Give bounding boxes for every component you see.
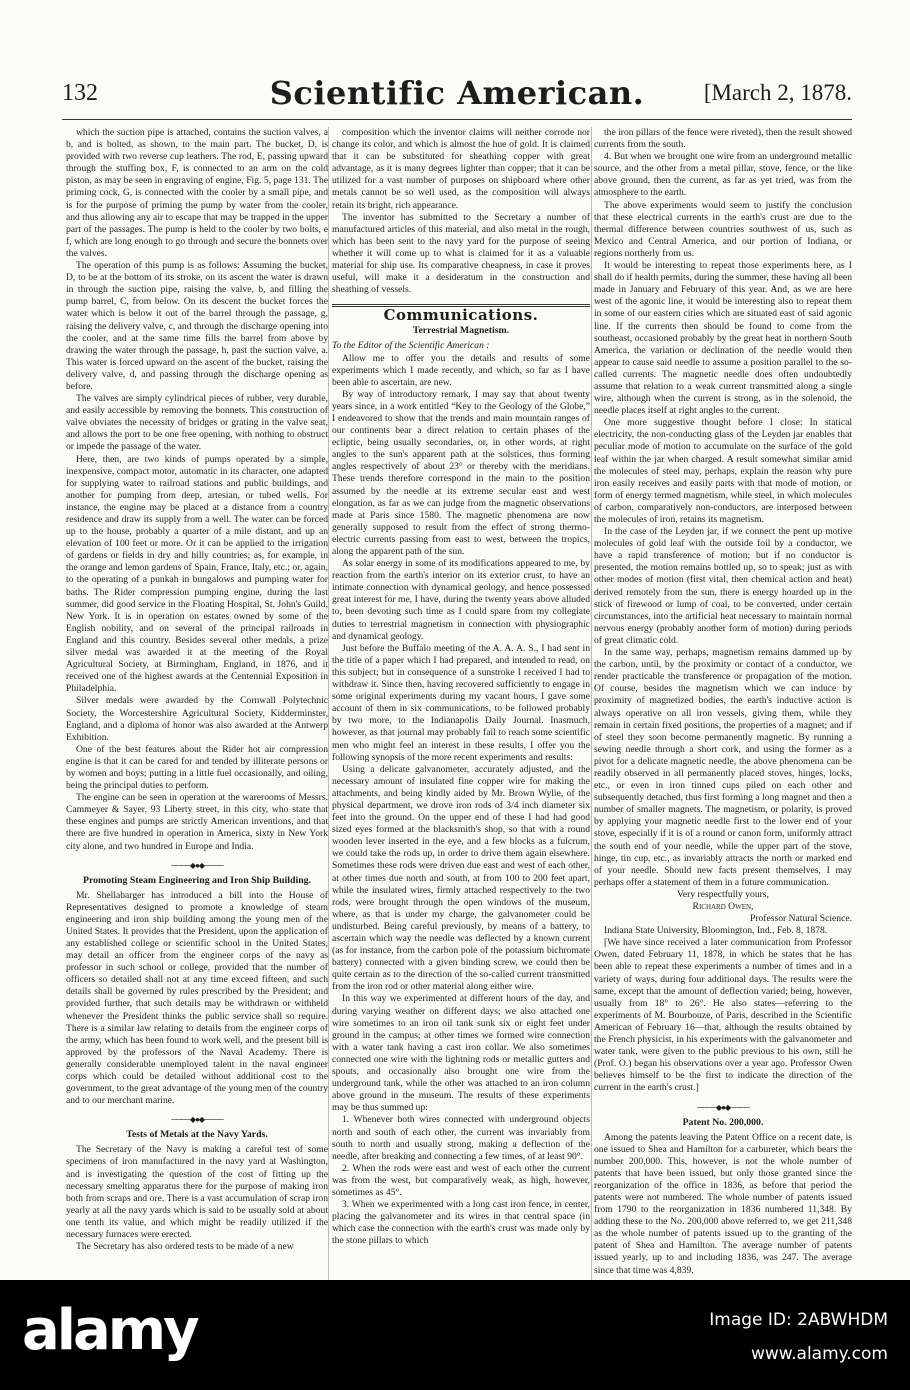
paragraph: As solar energy in some of its modifications appeared to me, by reaction from the earth's interior on its exterior crust, to have an intimate connection with dynamical geology, and hence possessed great interest for me, I have, during the twenty years above alluded to, been devoting such time as I could spare from my collegiate duties to terrestrial magnetism in connection with physiographic and dynamical geology. bbox=[332, 558, 590, 642]
watermark-image-id: Image ID: 2ABWHDM bbox=[709, 1310, 888, 1330]
paragraph: Here, then, are two kinds of pumps operated by a simple, inexpensive, compact motor, automatic in its character, one adapted for supplying water to railroad stations and public buildings, and another for pumping from deep, artesian, or tubed wells. For instance, the engine may be placed at a distance from a country residence and draw its supply from a well. The water can be forced up to the house, probably a quarter of a mile distant, and up an elevation of 100 feet or more. Or it can be applied to the irrigation of gardens or fields in dry and hilly countries; as, for example, in the orange and lemon gardens of Spain, France, Italy, etc.; or, again, to the operating of a punkah in bungalows and pumping water for baths. The Rider compression pumping engine, during the last summer, did good service in the Floating Hospital, St. John's Guild, New York. It is in operation on estates owned by some of the English nobility, and on several of the principal railroads in England and this country. Besides several other medals, a prize silver medal was awarded it at the meeting of the Royal Agricultural Society, at Birmingham, England, in 1876, and it received one of the highest awards at the Centennial Exposition in Philadelphia. bbox=[66, 453, 328, 695]
masthead: Scientific American. bbox=[269, 74, 645, 112]
article-heading: Promoting Steam Engineering and Iron Ship Building. bbox=[82, 874, 311, 886]
column-divider bbox=[591, 127, 592, 1317]
page-number: 132 bbox=[62, 80, 98, 106]
paragraph: In the case of the Leyden jar, if we connect the pent up motive molecules of gold leaf with the outside foil by a conductor, we have a rapid transference of motion; but if no conductor is presented, the motion remains bottled up, so to speak; just as with other modes of motion (first vital, then chemical action and heat) derived remotely from the sun, there is energy hoarded up in the stick of firewood or lump of coal, to be converted, under certain circumstances, into the artificial heat necessary to maintain normal nervous energy (probably another form of motion) during periods of great climatic cold. bbox=[594, 526, 852, 646]
paragraph: The engine can be seen in operation at the warerooms of Messrs. Cammeyer & Sayer, 93 Liberty street, in this city, who state that these engines and pumps are strictly American inventions, and that there are five hundred in operation in America, sixty in New York city alone, and two hundred in Europe and India. bbox=[66, 792, 328, 852]
paragraph: composition which the inventor claims will neither corrode nor change its color, and which is almost the hue of gold. It is claimed that it can be substituted for sheathing copper with great advantage, as it is many degrees lighter than copper; that it can be utilized for a vast number of purposes on shipboard where other metals cannot be so well used, as the composition will always retain its bright, rich appearance. bbox=[332, 127, 590, 211]
article-heading: Tests of Metals at the Navy Yards. bbox=[126, 1129, 268, 1141]
signatory-title: Professor Natural Science. bbox=[749, 913, 852, 925]
watermark-url: www.alamy.com bbox=[750, 1344, 888, 1364]
paragraph: 2. When the rods were east and west of each other the current was from the west, but comparatively weak, as high, however, sometimes as 45°. bbox=[332, 1162, 590, 1198]
paragraph: The Secretary of the Navy is making a careful test of some specimens of iron manufactured in the navy yard at Washington, and is investigating the question of the cost of fitting up the necessary smelting apparatus there for the purpose of making iron both from scraps and ore. There is a vast accumulation of scrap iron yearly at all the navy yards which is said to be usually sold at about one tenth its value, and which might be readily utilized if the necessary furnaces were erected. bbox=[66, 1144, 328, 1240]
header-rule bbox=[62, 119, 852, 120]
paragraph: The operation of this pump is as follows: Assuming the bucket, D, to be at the bottom of its stroke, on its ascent the water is drawn in through the suction pipe, raising the valve, b, and filling the pump barrel, C, from below. On its descent the bucket forces the water which is below it out of the barrel through the passage, g, raising the delivery valve, c, and through the discharge opening into the cooler, and at the same time fills the barrel from above by drawing the water through the passage, h, past the suction valve, a. This water is forced upward on the ascent of the bucket, raising the delivery valve, d, and passing through the discharge opening as before. bbox=[66, 260, 328, 392]
paragraph: It would be interesting to repeat those experiments here, as I shall do if health permits, during the summer, these having all been made in January and February of this year. And, as we are here west of the agonic line, it would be interesting also to repeat them in some of our eastern cities which are situated east of said agonic line. If the currents then should be found to come from the southeast, occasioned probably by the great heat in northern South America, the variation or declination of the needle would then appear to cause said needle to assume a position parallel to the so-called currents. The magnetic needle does often undoubtedly assume that relation to a weak current transmitted along a single wire, although when the current is strong, as in the solenoid, the needle places itself at right angles to the current. bbox=[594, 260, 852, 417]
paragraph: By way of introductory remark, I may say that about twenty years since, in a work entitled “Key to the Geology of the Globe,” I endeavored to show that the trends and main mountain ranges of our continents bear a direct relation to certain phases of the ecliptic, being usually secondaries, or, in other words, at right angles to the sun's apparent path at the solstices, thus forming angles respectively of about 23° or thereby with the meridians. These trends therefore correspond in the main to the position assumed by the needle at its extreme secular east and west elongation, as far as we can judge from the magnetic observations made at Paris since 1580. The magnetic phenomena are now generally supposed to result from the effect of strong thermo-electric currents passing from east to west, between the tropics, along the apparent path of the sun. bbox=[332, 388, 590, 557]
salutation: To the Editor of the Scientific American : bbox=[332, 340, 490, 352]
section-title: Communications. bbox=[383, 306, 539, 325]
letter-closing: Very respectfully yours, bbox=[677, 888, 769, 900]
paragraph: One of the best features about the Rider hot air compression engine is that it can be cared for and tended by illiterate persons or by women and boys; putting in a little fuel occasionally, and oiling, being the principal duties to perform. bbox=[66, 743, 328, 792]
paragraph: Allow me to offer you the details and results of some experiments which I made recently, and which, so far as I have been able to ascertain, are new. bbox=[332, 352, 590, 388]
editor-note: [We have since received a later communication from Professor Owen, dated February 11, 1878, in which he states that he has been able to repeat these experiments a number of times and in a variety of ways, during four additional days. The results were the same, except that the amount of deflection varied; being, however, usually from 18° to 26°. He also states—referring to the experiments of M. Bourbouze, of Paris, described in the Scientific American of February 16—that, although the results obtained by the French physicist, in his experiments with the galvanometer and water tank, were given to the public previous to his own, still he (Prof. O.) began his observations over a year ago. Professor Owen believes himself to be the first to indicate the direction of the current in the earth's crust.] bbox=[594, 937, 852, 1094]
paragraph: The inventor has submitted to the Secretary a number of manufactured articles of this material, and also metal in the rough, which has been sent to the navy yard for the purpose of seeing whether it will come up to what is claimed for it as a valuable material for ship use. Its comparative cheapness, in case it proves useful, will make it a desideratum in the construction and sheathing of vessels. bbox=[332, 211, 590, 296]
column-1 bbox=[66, 127, 328, 1317]
issue-date: [March 2, 1878. bbox=[703, 80, 852, 105]
letter-place-date: Indiana State University, Bloomington, Ind., Feb. 8, 1878. bbox=[604, 925, 828, 937]
paragraph: Using a delicate galvanometer, accurately adjusted, and the necessary amount of insulated fine copper wire for making the attachments, and being kindly aided by Mr. Brown Wylie, of the physical department, we drove iron rods of 3/4 inch diameter six feet into the ground. On the upper end of these I had had good sized eyes formed at the blacksmith's shop, so that with a round wooden lever inserted in the eye, and a few blocks as a fulcrum, we could take the rods up, in order to drive them again elsewhere. Sometimes these rods were driven due east and west of each other, at other times due north and south, at from 100 to 200 feet apart, while the insulated wires, firmly attached respectively to the two rods, were brought through the open windows of the museum, where, as that is under my charge, the galvanometer could be undisturbed. Being careful previously, by means of a battery, to ascertain which way the needle was deflected by a known current (as for instance, from the carbon pole of the potassium bichromate battery) connected with a given binding screw, we could then be quite certain as to the direction of the so-called current transmitted from the iron rod or other material along either wire. bbox=[332, 763, 590, 993]
paragraph: The valves are simply cylindrical pieces of rubber, very durable, and easily accessible by removing the bonnets. This construction of valve obviates the necessity of bridges or grating in the valve seat, and allows the port to be one free opening, with nothing to obstruct or impede the passage of the water. bbox=[66, 393, 328, 453]
column-2 bbox=[332, 127, 590, 1317]
article-heading: Patent No. 200,000. bbox=[682, 1116, 764, 1128]
paragraph: One more suggestive thought before I close: In statical electricity, the non-conducting glass of the Leyden jar enables that peculiar mode of motion to accumulate on the surface of the gold leaf within the jar when charged. A result somewhat similar amid the molecules of steel may, perhaps, explain the reason why pure iron easily receives and easily parts with that mode of motion, or form of energy termed magnetism, while steel, in which molecules of carbon, comparatively non-conductors, are interposed between the molecules of iron, retains its magnetism. bbox=[594, 417, 852, 525]
paragraph: Mr. Shellabarger has introduced a bill into the House of Representatives designed to promote a knowledge of steam engineering and iron ship building among the young men of the United States. It provides that the President, upon the application of any established college or scientific school in the United States, may detail an officer from the engineer corps of the navy as professor in such school or college, provided that the number of officers so detailed shall not at any time exceed fifteen, and such details shall be governed by rules prescribed by the President; and provided further, that such details may be withdrawn or withheld whenever the President thinks the public service shall so require. There is a similar law relating to details from the engineer corps of the army, which has been found to work well, and the present bill is approved by the professors of the Naval Academy. There is generally considerable unemployed talent in the naval engineer corps which could be detailed without additional cost to the government, to the great advantage of the young men of the country and to our merchant marine. bbox=[66, 889, 328, 1107]
ornament-divider: ────◆●◆──── bbox=[171, 1115, 223, 1125]
column-divider bbox=[328, 127, 329, 1317]
paragraph: which the suction pipe is attached, contains the suction valves, a b, and is bolted, as shown, to the main part. The bucket, D, is provided with two reverse cup leathers. The rod, E, passing upward through the stuffing box, F, is connected to an arm on the cold piston, as may be seen in engraving of engine, Fig. 5, page 131. The priming cock, G, is connected with the cooler by a small pipe, and is for the purpose of priming the pump by water from the cooler, and thus allowing any air to escape that may be trapped in the upper part of the passages. The pump is held to the cooler by two bolts, e f, which are long enough to go through and secure the bonnets over the valves. bbox=[66, 127, 328, 259]
article-heading: Terrestrial Magnetism. bbox=[412, 325, 510, 337]
watermark-banner bbox=[0, 1280, 910, 1390]
article-pump-continued bbox=[66, 127, 328, 853]
page-header bbox=[62, 74, 852, 118]
paragraph: Just before the Buffalo meeting of the A. A. A. S., I had sent in the title of a paper which I had prepared, and intended to read, on this subject; but in consequence of a sunstroke I received I had to withdraw it. Since then, having recovered sufficiently to engage in some original experiments during my vacant hours, I gave some account of them in six communications, to be followed probably by two more, to the Indianapolis Daily Journal. Inasmuch, however, as that journal may probably fail to reach some scientific men who might feel an interest in these results, I offer you the following synopsis of the more recent experiments and results: bbox=[332, 642, 590, 763]
column-3 bbox=[594, 127, 852, 1317]
paragraph: 4. But when we brought one wire from an underground metallic source, and the other from a metal pillar, stove, fence, or the like above ground, then the current, as far as yet tried, was from the atmosphere to the earth. bbox=[594, 151, 852, 199]
paragraph: The Secretary has also ordered tests to be made of a new bbox=[76, 1241, 294, 1253]
paragraph: In the same way, perhaps, magnetism remains dammed up by the carbon, until, by the proximity or contact of a conductor, we render practicable the transference or propagation of the motion. Of course, besides the magnetism which we can induce by proximity of magnetized bodies, the earth's inductive action is always operative on all iron vessels, giving them, while they remain in certain fixed positions, the properties of a magnet; and if of steel they soon become permanently magnetic. By running a sewing needle through a short cork, and using the former as a pivot for a delicate magnetic needle, the above phenomena can be readily observed in all permanently placed stoves, hinges, locks, etc., or even in iron tinned cups piled on each other and subsequently detached, thus first forming a long magnet and then a number of smaller magnets. The magnetism, or polarity, is proved by applying your magnetic needle first to the lower end of your stove, especially if it is of a round or canon form, uniformly attract the south end of your needle, while the upper part of the stove, hinge, tin cup, etc., as invariably attracts the north or marked end of your needle. Should new facts present themselves, I may perhaps offer a statement of them in a future communication. bbox=[594, 647, 852, 888]
paragraph: 3. When we experimented with a long cast iron fence, in center, placing the galvanometer and its wires in that central space (in which case the connection with the earth's crust was made only by the stone pillars to which bbox=[332, 1199, 590, 1247]
paragraph: the iron pillars of the fence were riveted), then the result showed currents from the south. bbox=[594, 127, 852, 151]
watermark-logo: alamy bbox=[22, 1298, 197, 1363]
paragraph: Among the patents leaving the Patent Office on a recent date, is one issued to Shea and Hamilton for a carbureter, which bears the number 200,000. This, however, is not the whole number of patents that have been issued, but only those granted since the reorganization of the office in 1836, as before that period the patents were not numbered. The whole number of patents issued from 1790 to the reorganization in 1836 numbered 11,348. By adding these to the No. 200,000 above referred to, we get 211,348 as the whole number of patents issued up to the granting of the patent of Shea and Hamilton. The average number of patents issued yearly, up to and including 1836, was 247. The average since that time was 4,839. bbox=[594, 1131, 852, 1276]
letter-signature: Richard Owen, bbox=[692, 901, 754, 912]
paragraph: Silver medals were awarded by the Cornwall Polytechnic Society, the Worcestershire Agricultural Society, Kidderminster, England, and a diploma of honor was also awarded at the Antwerp Exhibition. bbox=[66, 695, 328, 743]
paragraph: In this way we experimented at different hours of the day, and during varying weather on different days; we also attached one wire sometimes to an iron oil tank sunk six or eight feet under ground in the campus; at other times we formed wire connection with a water tank having a cast iron collar. We also sometimes connected one wire with the lightning rods or metallic gutters and spouts, and occasionally also brought one wire from the underground tank, while the other was attached to an iron column above ground in the museum. The results of these experiments may be thus summed up: bbox=[332, 993, 590, 1114]
ornament-divider: ────◆●◆──── bbox=[697, 1102, 749, 1112]
paragraph: 1. Whenever both wires connected with underground objects north and south of each other, the current was invariably from south to north and usually strong, making a deflection of the needle, after breaking and connecting a few times, of at least 90°. bbox=[332, 1114, 590, 1162]
paragraph: The above experiments would seem to justify the conclusion that these electrical currents in the earth's crust are due to the thermal difference between countries southwest of us, such as Mexico and Central America, and our portion of Indiana, or regions northerly from us. bbox=[594, 199, 852, 259]
ornament-divider: ────◆●◆──── bbox=[171, 860, 223, 870]
